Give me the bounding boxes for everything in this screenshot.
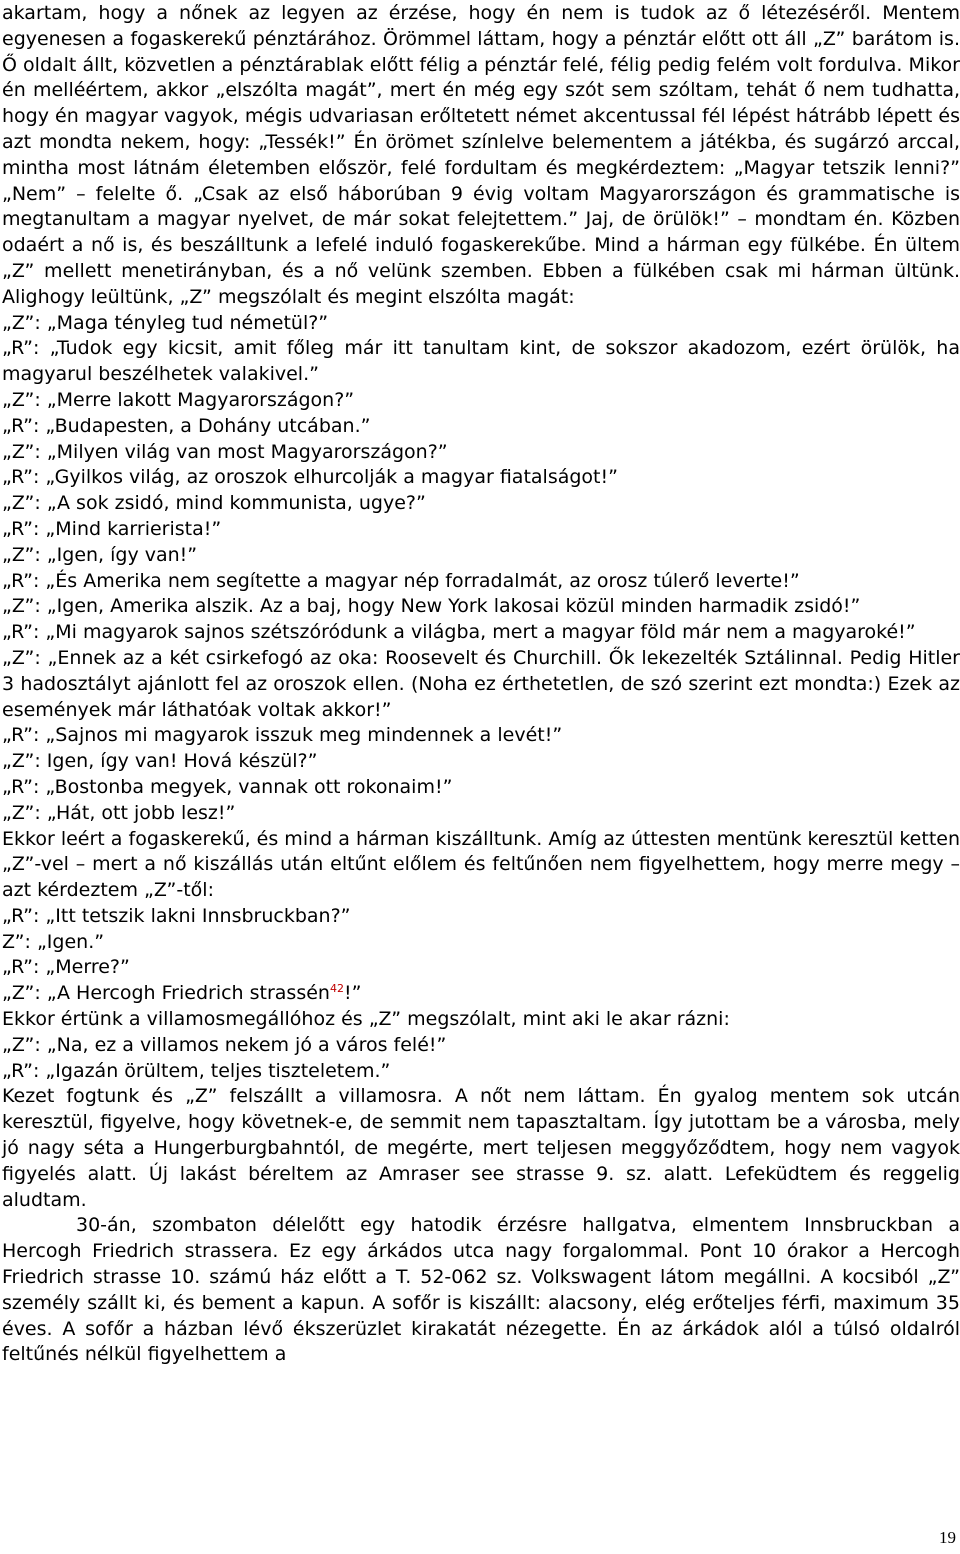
footnote-reference[interactable]: 42: [329, 982, 344, 996]
dialogue-line: „R”: „Tudok egy kicsit, amit főleg már itt tanultam kint, de sokszor akadozom, ezért örülök, ha magyarul beszélhetek valakivel.”: [2, 337, 960, 386]
dialogue-line: „Z”: „Na, ez a villamos nekem jó a város felé!”: [2, 1033, 447, 1056]
page-number: 19: [939, 1528, 956, 1547]
dialogue-line: Z”: „Igen.”: [2, 930, 105, 953]
dialogue-line: „Z”: „Maga tényleg tud németül?”: [2, 311, 329, 334]
dialogue-line: „R”: „Sajnos mi magyarok isszuk meg mindennek a levét!”: [2, 724, 563, 747]
dialogue-line: „R”: „Gyilkos világ, az oroszok elhurcolják a magyar fiatalságot!”: [2, 466, 618, 489]
dialogue-text-end: !”: [343, 982, 362, 1005]
indented-paragraph: 30-án, szombaton délelőtt egy hatodik érzésre hallgatva, elmentem Innsbruckban a Hercogh Friedrich strassera. Ez egy árkádos utca nagy forgalommal. Pont 10 órakor a Hercogh Friedrich strasse 10. számú ház előtt a T. 52-062 sz. Volkswagent látom megállni. A kocsiból „Z” személy szállt ki, és bement a kapun. A sofőr is kiszállt: alacsony, elég erőteljes férfi, maximum 35 éves. A sofőr a házban lévő ékszerüzlet kirakatát nézegette. Én az árkádok alól a túlsó oldalról feltűnés nélkül figyelhettem a: [2, 1214, 960, 1366]
dialogue-line: „R”: „Budapesten, a Dohány utcában.”: [2, 414, 371, 437]
dialogue-line: „Z”: „Hát, ott jobb lesz!”: [2, 801, 236, 824]
dialogue-line: „Z”: „Ennek az a két csirkefogó az oka: Roosevelt és Churchill. Ők lekezelték Sztálinnal. Pedig Hitler 3 hadosztályt ajánlott fel az oroszok ellen. (Noha ez érthetetlen, de szó szerint ezt mondta:) Ezek az események már láthatóak voltak akkor!”: [2, 646, 960, 721]
dialogue-line: „R”: „Igazán örültem, teljes tiszteletem.”: [2, 1059, 391, 1082]
dialogue-line: „R”: „Itt tetszik lakni Innsbruckban?”: [2, 904, 351, 927]
dialogue-line: „R”: „És Amerika nem segítette a magyar nép forradalmát, az orosz túlerő leverte!”: [2, 569, 800, 592]
paragraph: Ekkor értünk a villamosmegállóhoz és „Z” megszólalt, mint aki le akar rázni:: [2, 1008, 730, 1031]
dialogue-text: „Z”: „A Hercogh Friedrich strassén: [2, 982, 330, 1005]
dialogue-line: „Z”: „Igen, Amerika alszik. Az a baj, hogy New York lakosai közül minden harmadik zsidó!”: [2, 595, 861, 618]
dialogue-line: „R”: „Mind karrierista!”: [2, 517, 222, 540]
body-text: [2, 1, 960, 1368]
dialogue-line: „Z”: „Igen, így van!”: [2, 543, 198, 566]
paragraph: akartam, hogy a nőnek az legyen az érzése, hogy én nem is tudok az ő létezéséről. Mentem egyenesen a fogaskerekű pénztárához. Örömmel láttam, hogy a pénztár előtt ott áll „Z” barátom is. Ő oldalt állt, közvetlen a pénztárablak előtt félig a pénztár felé, félig pedig felém volt fordulva. Mikor én melléértem, akkor „elszólta magát”, mert én még egy szót sem szóltam, tehát ő nem tudhatta, hogy én magyar vagyok, mégis udvariasan erőltetett német akcentussal fél lépést hátrább lépett és azt mondta nekem, hogy: „Tessék!” Én örömet színlelve belementem a játékba, és sugárzó arccal, mintha most látnám életemben először, felé fordultam és megkérdeztem: „Magyar tetszik lenni?” „Nem” – felelte ő. „Csak az első háborúban 9 évig voltam Magyarországon és grammatische is megtanultam a magyar nyelvet, de már sokat felejtettem.” Jaj, de örülök!” – mondtam én. Közben odaért a nő is, és beszálltunk a lefelé induló fogaskerekűbe. Mind a hárman egy fülkébe. Én ültem „Z” mellett menetirányban, és a nő velünk szemben. Ebben a fülkében csak mi hárman ültünk. Alighogy leültünk, „Z” megszólalt és megint elszólta magát:: [2, 2, 960, 308]
dialogue-line-with-footnote: [2, 981, 960, 1007]
dialogue-line: „Z”: „Merre lakott Magyarországon?”: [2, 388, 355, 411]
dialogue-line: „Z”: „A sok zsidó, mind kommunista, ugye?”: [2, 492, 426, 515]
dialogue-line: „R”: „Mi magyarok sajnos szétszóródunk a világba, mert a magyar föld már nem a magyaroké!”: [2, 621, 916, 644]
paragraph: Kezet fogtunk és „Z” felszállt a villamosra. A nőt nem láttam. Én gyalog mentem sok utcán keresztül, figyelve, hogy követnek-e, de semmit nem tapasztaltam. Így jutottam be a városba, mely jó nagy séta a Hungerburgbahntól, de megérte, mert teljesen meggyőződtem, hogy nem vagyok figyelés alatt. Új lakást béreltem az Amraser see strasse 9. sz. alatt. Lefeküdtem és reggelig aludtam.: [2, 1085, 960, 1211]
dialogue-line: „R”: „Merre?”: [2, 956, 130, 979]
dialogue-line: „R”: „Bostonba megyek, vannak ott rokonaim!”: [2, 775, 453, 798]
paragraph: Ekkor leért a fogaskerekű, és mind a hárman kiszálltunk. Amíg az úttesten mentünk keresztül ketten „Z”-vel – mert a nő kiszállás után eltűnt előlem és feltűnően nem figyelhettem, hogy merre megy – azt kérdeztem „Z”-től:: [2, 827, 960, 902]
dialogue-line: „Z”: Igen, így van! Hová készül?”: [2, 750, 318, 773]
dialogue-line: „Z”: „Milyen világ van most Magyarországon?”: [2, 440, 448, 463]
